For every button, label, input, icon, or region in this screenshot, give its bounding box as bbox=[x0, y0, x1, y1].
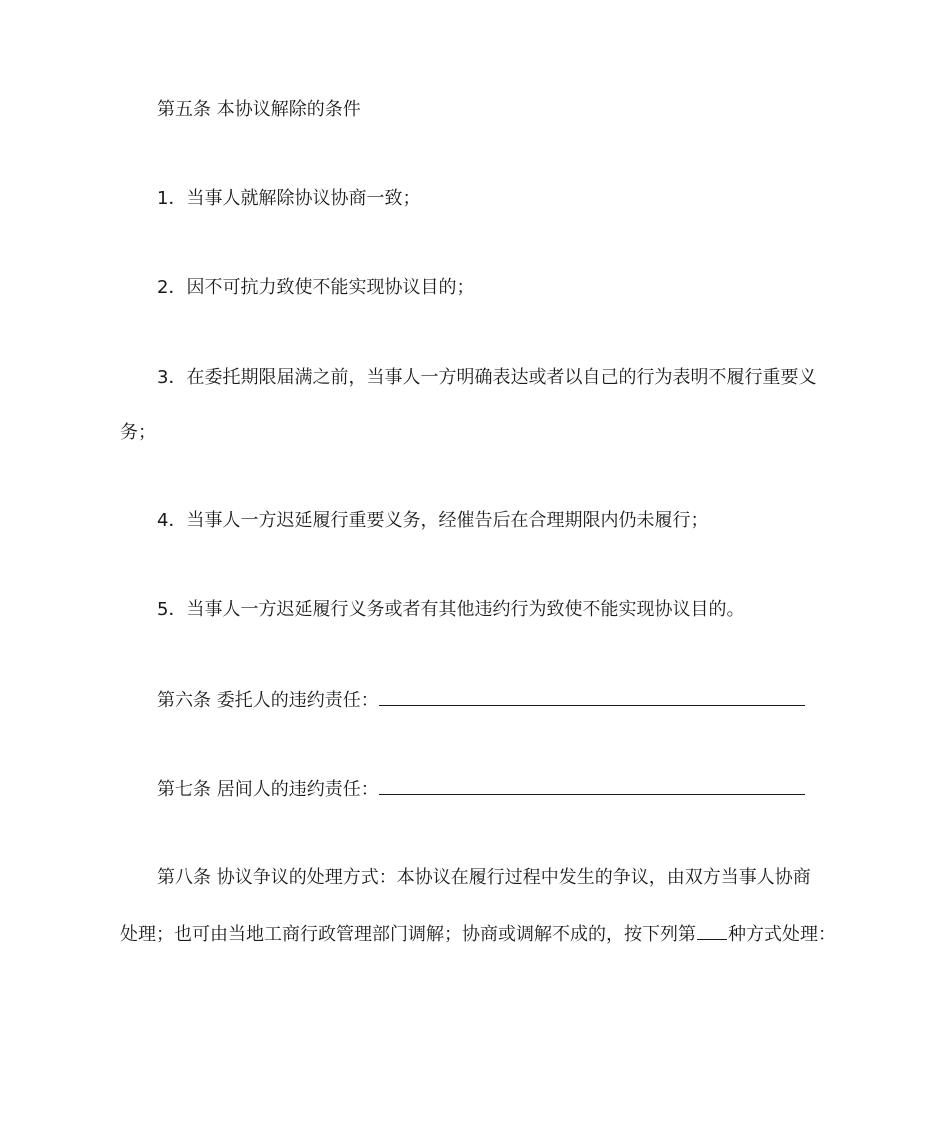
article-7-text: 第七条 居间人的违约责任： bbox=[157, 779, 379, 800]
article-5-item-2: 2．因不可抗力致使不能实现协议目的； bbox=[157, 277, 475, 298]
article-5-item-3-continued: 务； bbox=[120, 422, 156, 443]
article-5-item-3: 3．在委托期限届满之前，当事人一方明确表达或者以自己的行为表明不履行重要义 bbox=[157, 367, 817, 388]
article-7-line bbox=[157, 776, 805, 802]
article-5-item-4: 4．当事人一方迟延履行重要义务，经催告后在合理期限内仍未履行； bbox=[157, 510, 709, 531]
article-5-item-1: 1．当事人就解除协议协商一致； bbox=[157, 188, 421, 209]
article-5-item-5: 5．当事人一方迟延履行义务或者有其他违约行为致使不能实现协议目的。 bbox=[157, 599, 745, 620]
article-8-line-1: 第八条 协议争议的处理方式：本协议在履行过程中发生的争议，由双方当事人协商 bbox=[157, 867, 811, 888]
article-8-line-2-after: 种方式处理： bbox=[728, 924, 836, 945]
article-6-blank[interactable] bbox=[379, 687, 805, 706]
article-6-text: 第六条 委托人的违约责任： bbox=[157, 690, 379, 711]
article-8-line-2-before: 处理；也可由当地工商行政管理部门调解；协商或调解不成的，按下列第 bbox=[120, 924, 696, 945]
article-7-blank[interactable] bbox=[379, 776, 805, 795]
article-6-line bbox=[157, 687, 805, 713]
article-5-heading: 第五条 本协议解除的条件 bbox=[157, 99, 361, 120]
article-8-line-2 bbox=[120, 921, 836, 947]
article-8-choice-blank[interactable] bbox=[697, 921, 727, 940]
